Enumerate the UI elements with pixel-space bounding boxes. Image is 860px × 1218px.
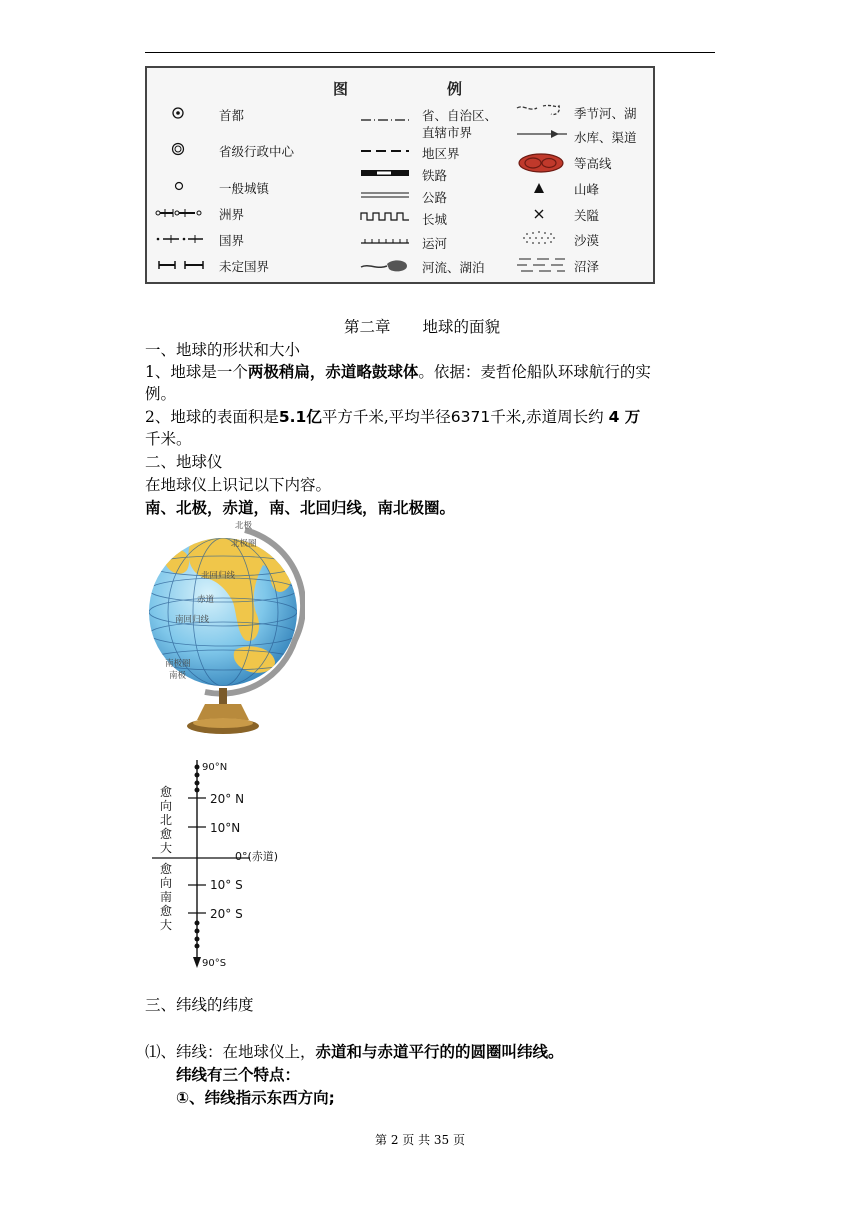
globe-label-tropic-capricorn: 南回归线 bbox=[175, 615, 210, 625]
text-run: 2、地球的表面积是 bbox=[145, 408, 279, 426]
section3-paragraph3: ①、纬线指示东西方向; bbox=[176, 1089, 335, 1107]
mountain-peak-icon bbox=[533, 182, 545, 194]
north-text-4: 愈 bbox=[160, 827, 173, 841]
section3-paragraph2: 纬线有三个特点： bbox=[176, 1066, 301, 1084]
section1-heading: 一、地球的形状和大小 bbox=[145, 341, 301, 359]
bold-run: 4 万 bbox=[608, 408, 641, 426]
provincial-center-icon bbox=[171, 142, 185, 156]
undefined-boundary-icon bbox=[155, 259, 207, 271]
bold-run: 5.1 bbox=[278, 408, 307, 426]
lat-label-20n: 20° N bbox=[210, 792, 245, 806]
chapter-number: 第二章 bbox=[344, 318, 391, 336]
legend-great-wall: 长城 bbox=[422, 212, 448, 227]
lat-label-equator: 0°(赤道) bbox=[235, 850, 279, 863]
text-run: 。依据：麦哲伦船队环球航行的实 bbox=[418, 363, 651, 381]
legend-national-boundary: 国界 bbox=[219, 233, 245, 248]
section1-paragraph2-cont: 千米。 bbox=[145, 430, 192, 448]
seasonal-river-icon bbox=[515, 102, 571, 120]
south-text-4: 愈 bbox=[160, 904, 173, 918]
text-run: 6371 bbox=[450, 408, 491, 426]
north-text-5: 大 bbox=[160, 841, 173, 855]
lat-label-10s: 10° S bbox=[210, 878, 243, 892]
legend-river-lake: 河流、湖泊 bbox=[422, 260, 485, 275]
regional-boundary-icon bbox=[359, 147, 411, 155]
section1-paragraph2 bbox=[145, 406, 640, 428]
lat-label-20s: 20° S bbox=[210, 907, 243, 921]
legend-undefined-boundary: 未定国界 bbox=[219, 259, 270, 274]
north-text-3: 北 bbox=[160, 813, 173, 827]
lat-label-90n: 90°N bbox=[202, 762, 228, 773]
legend-provincial-center: 省级行政中心 bbox=[219, 144, 295, 159]
section2-text: 在地球仪上识记以下内容。 bbox=[145, 476, 332, 494]
continent-boundary-icon bbox=[155, 207, 207, 219]
legend-pass: 关隘 bbox=[574, 208, 600, 223]
south-text-3: 南 bbox=[160, 890, 173, 904]
lat-label-90s: 90°S bbox=[202, 958, 227, 969]
map-legend bbox=[145, 66, 655, 284]
text-run: 千米,赤道周长约 bbox=[490, 408, 604, 426]
section1-paragraph1 bbox=[145, 361, 651, 383]
section2-bold-text: 南、北极，赤道，南、北回归线，南北极圈。 bbox=[145, 499, 456, 517]
globe-label-tropic-cancer: 北回归线 bbox=[201, 571, 236, 581]
river-lake-icon bbox=[359, 258, 411, 274]
great-wall-icon bbox=[359, 210, 411, 222]
chapter-title: 地球的面貌 bbox=[422, 318, 501, 336]
globe-label-south-pole: 南极 bbox=[169, 671, 187, 681]
legend-capital: 首都 bbox=[219, 108, 245, 123]
legend-swamp: 沼泽 bbox=[574, 259, 600, 274]
legend-provincial-boundary-1: 省、自治区、 bbox=[422, 108, 498, 123]
legend-town: 一般城镇 bbox=[219, 181, 270, 196]
canal-icon bbox=[359, 236, 411, 246]
legend-title-left: 图 bbox=[333, 80, 349, 98]
legend-continent-boundary: 洲界 bbox=[219, 207, 245, 222]
section1-paragraph1-cont: 例。 bbox=[145, 385, 177, 403]
desert-icon bbox=[519, 228, 559, 248]
text-run: 平方千米,平均半径 bbox=[321, 408, 451, 426]
section3-heading: 三、纬线的纬度 bbox=[145, 996, 254, 1014]
highway-icon bbox=[359, 190, 411, 200]
south-text-5: 大 bbox=[160, 918, 173, 932]
lat-label-10n: 10°N bbox=[210, 821, 241, 835]
capital-icon bbox=[171, 106, 185, 120]
bold-run: 两极稍扁，赤道略鼓球体 bbox=[247, 363, 419, 381]
legend-mountain-peak: 山峰 bbox=[574, 182, 600, 197]
globe-label-arctic-circle: 北极圈 bbox=[231, 539, 257, 549]
bold-run: 赤道和与赤道平行的的圆圈叫纬线。 bbox=[315, 1043, 564, 1061]
swamp-icon bbox=[515, 256, 567, 274]
legend-contour: 等高线 bbox=[574, 156, 612, 171]
north-text-2: 向 bbox=[160, 799, 173, 813]
text-run: ⑴、纬线：在地球仪上， bbox=[145, 1043, 316, 1061]
reservoir-canal-icon bbox=[515, 128, 571, 140]
legend-reservoir-canal: 水库、渠道 bbox=[574, 130, 637, 145]
globe-label-equator: 赤道 bbox=[197, 595, 215, 605]
globe-label-north-pole: 北极 bbox=[235, 521, 253, 531]
south-text-2: 向 bbox=[160, 876, 173, 890]
provincial-boundary-icon bbox=[359, 116, 411, 124]
latitude-diagram bbox=[150, 752, 310, 974]
text-run: 1、地球是一个 bbox=[145, 363, 248, 381]
legend-railway: 铁路 bbox=[422, 168, 448, 183]
section2-heading: 二、地球仪 bbox=[145, 453, 223, 471]
legend-highway: 公路 bbox=[422, 190, 448, 205]
south-text-1: 愈 bbox=[160, 862, 173, 876]
globe-image bbox=[145, 520, 305, 738]
legend-desert: 沙漠 bbox=[574, 233, 600, 248]
legend-title-right: 例 bbox=[447, 80, 463, 98]
contour-icon bbox=[517, 152, 565, 174]
globe-label-antarctic-circle: 南极圈 bbox=[165, 659, 191, 669]
legend-canal: 运河 bbox=[422, 236, 448, 251]
legend-seasonal-river: 季节河、湖 bbox=[574, 106, 637, 121]
north-text-1: 愈 bbox=[160, 785, 173, 799]
legend-provincial-boundary-2: 直辖市界 bbox=[422, 125, 473, 140]
pass-icon bbox=[533, 208, 545, 220]
chapter-heading bbox=[344, 316, 500, 338]
legend-regional-boundary: 地区界 bbox=[422, 146, 460, 161]
bold-run: 亿 bbox=[306, 408, 322, 426]
national-boundary-icon bbox=[155, 233, 207, 245]
section3-paragraph1 bbox=[145, 1041, 564, 1063]
railway-icon bbox=[359, 168, 411, 178]
page-footer: 第 2 页 共 35 页 bbox=[375, 1133, 465, 1147]
header-rule bbox=[145, 52, 715, 53]
town-icon bbox=[173, 180, 185, 192]
